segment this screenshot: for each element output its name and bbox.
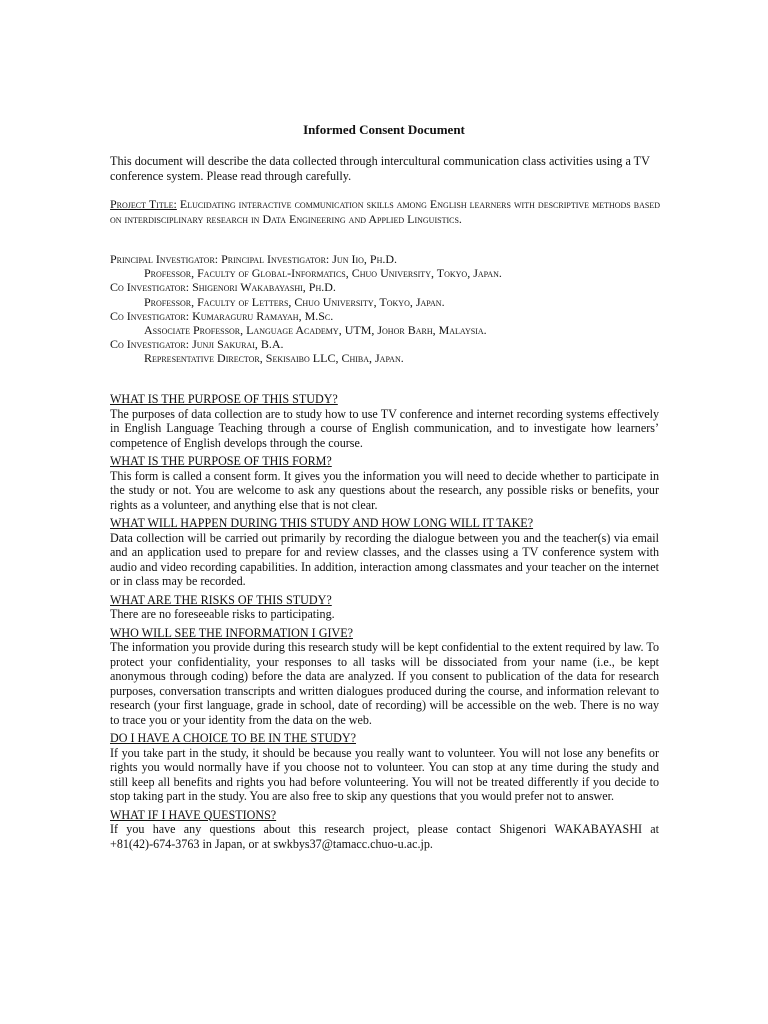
project-title-label: Project Title: bbox=[110, 197, 177, 211]
section-heading: WHAT IS THE PURPOSE OF THIS STUDY? bbox=[110, 392, 338, 406]
section-body: Data collection will be carried out primarily by recording the dialogue between you and the teacher(s) via email and an application used to prepare for and review classes, and the classes using a TV conference system with audio and video recording capabilities. In addition, interaction among classmates and your teacher on the internet or in class may be recorded. bbox=[110, 530, 659, 588]
investigator-affiliation: Professor, Faculty of Global-Informatics, Chuo University, Tokyo, Japan. bbox=[144, 266, 502, 281]
investigator-affiliation: Associate Professor, Language Academy, UTM, Johor Barh, Malaysia. bbox=[144, 323, 487, 338]
section-confidentiality bbox=[110, 626, 659, 728]
section-body: The purposes of data collection are to study how to use TV conference and internet recording systems effectively in English Language Teaching through a course of English communication, and to investigate how learners’ competence of English develops through the course. bbox=[110, 406, 659, 450]
section-body: This form is called a consent form. It gives you the information you will need to decide whether to participate in the study or not. You are welcome to ask any questions about the research, any possible risks or benefits, your rights as a volunteer, and anything else that is not clear. bbox=[110, 468, 659, 512]
section-heading: DO I HAVE A CHOICE TO BE IN THE STUDY? bbox=[110, 731, 357, 745]
section-questions bbox=[110, 808, 659, 852]
project-title-text: Elucidating interactive communication skills among English learners with descriptive methods based on interdisciplinary research in Data Engineering and Applied Linguistics. bbox=[110, 197, 661, 226]
section-choice bbox=[110, 731, 659, 804]
section-body: There are no foreseeable risks to participating. bbox=[110, 607, 335, 621]
document-title: Informed Consent Document bbox=[303, 122, 465, 137]
consent-sections bbox=[110, 392, 659, 855]
section-body: If you have any questions about this research project, please contact Shigenori WAKABAYASHI at +81(42)-674-3763 in Japan, or at swkbys37@tamacc.chuo-u.ac.jp. bbox=[110, 822, 659, 851]
investigator-role: Co Investigator: Junji Sakurai, B.A. bbox=[110, 337, 284, 352]
section-body: If you take part in the study, it should be because you really want to volunteer. You will not lose any benefits or rights you would normally have if you choose not to volunteer. You can stop at any time during the study and still keep all benefits and rights you had before volunteering. You will not be treated differently if you decide to stop taking part in the study. You are also free to skip any questions that you would prefer not to answer. bbox=[110, 745, 659, 803]
investigator-role: Co Investigator: Kumaraguru Ramayah, M.Sc. bbox=[110, 308, 334, 323]
investigator-role: Principal Investigator: Principal Investigator: Jun Iio, Ph.D. bbox=[110, 252, 398, 266]
section-body: The information you provide during this research study will be kept confidential to the extent required by law. To protect your confidentiality, your responses to all tasks will be dissociated from your name (i.e., be kept anonymous through coding) before the data are analyzed. If you consent to publication of the data for research purposes, conversation transcripts and written dialogues produced during the course, and information relevant to research (your first language, grade in school, date of recording) will be accessible on the web. There is no way to trace you or your identity from the data on the web. bbox=[110, 640, 659, 727]
project-title-block bbox=[110, 197, 660, 227]
section-heading: WHAT WILL HAPPEN DURING THIS STUDY AND HOW LONG WILL IT TAKE? bbox=[110, 516, 534, 530]
section-procedure bbox=[110, 516, 659, 589]
investigator-affiliation: Representative Director, Sekisaibo LLC, Chiba, Japan. bbox=[144, 351, 404, 366]
section-heading: WHAT ARE THE RISKS OF THIS STUDY? bbox=[110, 592, 332, 607]
section-purpose-of-form bbox=[110, 454, 659, 512]
investigators-list bbox=[110, 252, 670, 366]
investigator-affiliation: Professor, Faculty of Letters, Chuo University, Tokyo, Japan. bbox=[144, 294, 445, 309]
section-risks bbox=[110, 593, 659, 622]
section-heading: WHAT IF I HAVE QUESTIONS? bbox=[110, 807, 277, 822]
investigator-role: Co Investigator: Shigenori Wakabayashi, Ph.D. bbox=[110, 280, 336, 295]
section-purpose-of-study bbox=[110, 392, 659, 450]
intro-paragraph: This document will describe the data collected through intercultural communication class activities using a TV conference system. Please read through carefully. bbox=[110, 154, 650, 183]
section-heading: WHAT IS THE PURPOSE OF THIS FORM? bbox=[110, 454, 332, 468]
section-heading: WHO WILL SEE THE INFORMATION I GIVE? bbox=[110, 625, 353, 640]
